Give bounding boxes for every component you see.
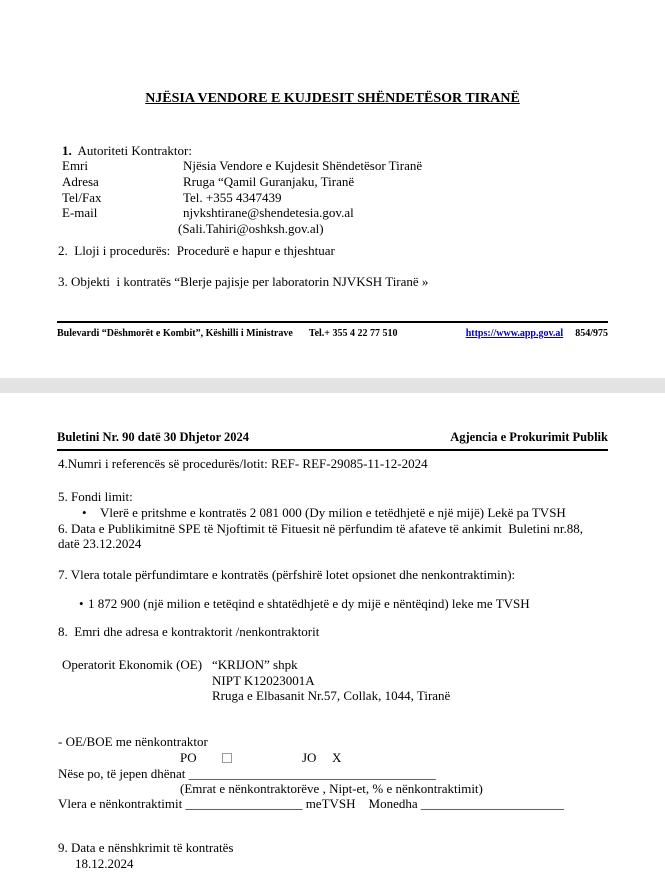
currency-blank: ______________________ [420,796,564,811]
section-1-number: 1. [62,143,72,158]
header-rule [57,449,608,451]
page2-header [57,430,608,445]
contact-value: Njësia Vendore e Kujdesit Shëndetësor Tiranë [183,158,423,173]
footer-rule [57,321,608,323]
page-separator [0,378,665,393]
paren-note: (Emrat e nënkontraktorëve , Nipt-et, % e nënkontraktimit) [180,781,483,796]
contact-value: Tel. +355 4347439 [183,190,282,205]
jo-label: JO [302,750,317,765]
section-7-bullet [79,596,530,612]
section-4-line: 4.Numri i referencës së procedurës/lotit: REF- REF-29085-11-12-2024 [58,456,428,471]
section-5-heading: 5. Fondi limit: [58,489,133,504]
subcontract-value-row [58,796,564,812]
oe-row [62,657,298,673]
footer-page-ref: 854/975 [575,328,608,339]
contact-label: E-mail [62,205,98,220]
jo-value-x: X [332,750,342,765]
section-3-line: 3. Objekti i kontratës “Blerje pajisje per laboratorin NJVKSH Tiranë » [58,274,429,289]
value-blank: __________________ [185,796,303,811]
section-6-line1: 6. Data e Publikimitnë SPE të Njoftimit të Fituesit në përfundim të afateve të ankimit Buletini nr.88, [58,521,583,536]
contact-value: njvkshtirane@shendetesia.gov.al [183,205,354,220]
section-8-heading: 8. Emri dhe adresa e kontraktorit /nenkontraktorit [58,624,320,639]
vat-currency-label: meTVSH Monedha [302,796,421,811]
section-7-heading: 7. Vlera totale përfundimtare e kontratës (përfshirë lotet opsionet dhe nenkontraktimin): [58,567,516,582]
section-1-heading [62,143,192,159]
if-yes-label: Nëse po, të jepen dhënat [58,766,189,781]
footer-tel: Tel.+ 355 4 22 77 510 [308,328,398,339]
bullet-icon: • [79,596,84,611]
bullet-icon: • [82,505,87,520]
if-yes-row [58,766,436,782]
oe-address: Rruga e Elbasanit Nr.57, Collak, 1044, Tiranë [212,688,451,703]
agency-title: Agjencia e Prokurimit Publik [450,430,608,444]
section-1-heading-text: Autoriteti Kontraktor: [71,143,192,158]
page-title: NJËSIA VENDORE E KUJDESIT SHËNDETËSOR TIRANË [145,91,520,106]
if-yes-blank: ______________________________________ [188,766,436,781]
section-5-bullet-text: Vlerë e pritshme e kontratës 2 081 000 (Dy milion e tetëdhjetë e një mijë) Lekë pa TVSH [100,505,566,520]
footer-link[interactable]: https://www.app.gov.al [465,328,564,339]
footer-address: Bulevardi “Dëshmorët e Kombit”, Këshilli i Ministrave [57,328,293,339]
contact-label: Tel/Fax [62,190,102,205]
po-checkbox-icon [222,753,232,763]
contact-value: Rruga “Qamil Guranjaku, Tiranë [183,174,355,189]
oe-nipt: NIPT K12023001A [212,673,315,688]
oe-name: “KRIJON” shpk [212,657,298,672]
section-6-line2: datë 23.12.2024 [58,536,142,551]
po-label: PO [180,750,197,765]
contact-label: Emri [62,158,88,173]
value-label: Vlera e nënkontraktimit [58,796,186,811]
section-9-heading: 9. Data e nënshkrimit të kontratës [58,840,234,855]
contact-email-second: (Sali.Tahiri@oshksh.gov.al) [178,221,324,236]
subcontractor-line: - OE/BOE me nënkontraktor [58,734,208,749]
contact-label: Adresa [62,174,99,189]
page-footer [57,327,608,340]
section-2-line: 2. Lloji i procedurës: Procedurë e hapur e thjeshtuar [58,243,335,258]
contact-row-telfax [62,190,282,206]
contract-date: 18.12.2024 [75,856,134,871]
bulletin-title: Buletini Nr. 90 datë 30 Dhjetor 2024 [57,430,250,444]
contact-row-email [62,205,354,221]
contact-row-emri [62,158,422,174]
section-7-bullet-text: 1 872 900 (një milion e tetëqind e shtatëdhjetë e dy mijë e nëntëqind) leke me TVSH [88,596,530,611]
oe-label: Operatorit Ekonomik (OE) [62,657,203,672]
section-5-bullet [82,505,566,521]
contact-row-adresa [62,174,354,190]
